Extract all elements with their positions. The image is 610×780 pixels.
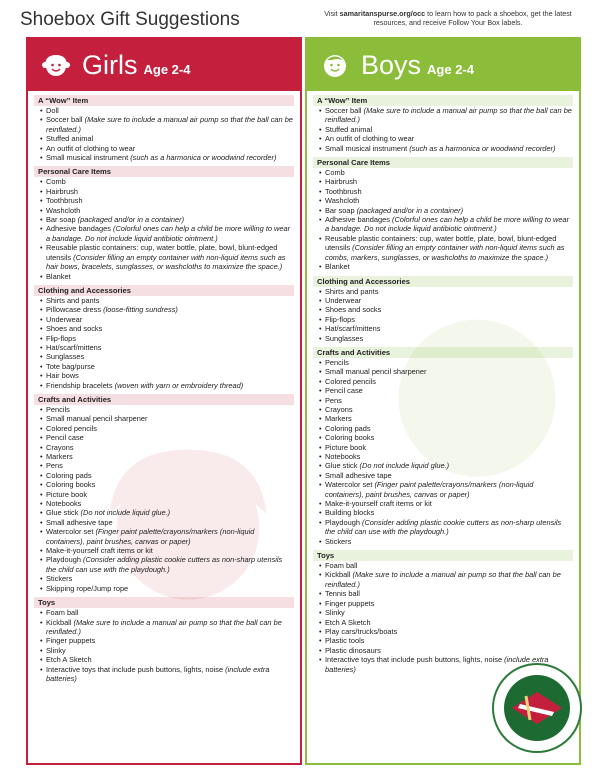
item-text: Shirts and pants (46, 295, 100, 305)
item-text: Pencil case (325, 386, 363, 396)
item-text: Etch A Sketch (325, 617, 371, 627)
item-text: Washcloth (325, 196, 360, 206)
boys-header (307, 39, 579, 91)
list-item (319, 627, 573, 636)
item-text: Glue stick (325, 461, 358, 471)
list-item (40, 480, 294, 489)
list-item (319, 561, 573, 570)
item-note: (woven with yarn or embroidery thread) (114, 380, 244, 390)
item-text: Small musical instrument (325, 143, 408, 153)
list-item (319, 296, 573, 305)
item-text: Foam ball (46, 608, 79, 618)
list-item (40, 665, 294, 684)
item-text: Washcloth (46, 205, 81, 215)
item-text: Crayons (325, 404, 353, 414)
item-text: Doll (46, 106, 59, 115)
item-text: Plastic dinosaurs (325, 645, 381, 655)
item-text: Tote bag/purse (46, 361, 95, 371)
item-text: Watercolor set (325, 480, 373, 490)
list-item (319, 433, 573, 442)
item-text: Interactive toys that include push buttons, lights, noise (46, 664, 224, 674)
list-item (319, 480, 573, 499)
list-item (40, 471, 294, 480)
item-text: Kickball (46, 617, 72, 627)
list-item (319, 461, 573, 470)
section-heading: A “Wow” Item (313, 95, 573, 106)
list-item (319, 334, 573, 343)
item-text: Shoes and socks (325, 305, 382, 315)
list-item (40, 655, 294, 664)
item-text: Comb (46, 177, 66, 187)
item-text: Bar soap (46, 215, 76, 225)
item-text: Pencil case (46, 433, 84, 443)
section-heading: Toys (313, 550, 573, 561)
item-note: (include extra batteries) (325, 655, 549, 674)
list-item (40, 546, 294, 555)
boy-face-icon (321, 51, 349, 79)
item-text: Coloring pads (46, 470, 92, 480)
list-item (319, 125, 573, 134)
list-item (319, 499, 573, 508)
section-heading: A “Wow” Item (34, 95, 294, 106)
list-item (40, 134, 294, 143)
item-text: Notebooks (46, 499, 82, 509)
list-item (319, 386, 573, 395)
item-text: Slinky (46, 645, 66, 655)
list-item (40, 527, 294, 546)
item-text: Hat/scarf/mittens (325, 324, 381, 334)
item-text: Finger puppets (325, 598, 375, 608)
list-item (319, 206, 573, 215)
list-item (319, 452, 573, 461)
item-text: Plastic tools (325, 636, 365, 646)
list-item (40, 371, 294, 380)
list-item (319, 589, 573, 598)
item-text: An outfit of clothing to wear (325, 134, 415, 144)
list-item (319, 646, 573, 655)
list-item (319, 618, 573, 627)
list-item (40, 315, 294, 324)
list-item (319, 443, 573, 452)
item-text: Comb (325, 168, 345, 178)
item-text: Crayons (46, 442, 74, 452)
item-note: (packaged and/or in a container) (77, 215, 185, 225)
list-item (40, 343, 294, 352)
item-text: Underwear (325, 295, 362, 305)
list-item (319, 168, 573, 177)
girl-face-icon (42, 51, 70, 79)
list-item (40, 452, 294, 461)
item-list (34, 405, 294, 593)
list-item (40, 618, 294, 637)
item-text: Etch A Sketch (46, 655, 92, 665)
list-item (319, 608, 573, 617)
item-note: (include extra batteries) (46, 664, 270, 683)
list-item (40, 115, 294, 134)
item-text: Picture book (46, 489, 88, 499)
boys-section (313, 95, 573, 153)
item-note: (Do not include liquid glue.) (80, 508, 171, 518)
item-text: Stuffed animal (46, 134, 94, 144)
list-item (319, 262, 573, 271)
girls-header (28, 39, 300, 91)
item-text: Small musical instrument (46, 153, 129, 163)
list-item (40, 153, 294, 162)
item-text: Stickers (325, 536, 352, 546)
item-text: Slinky (325, 608, 345, 618)
item-text: Markers (325, 414, 352, 424)
list-item (40, 187, 294, 196)
item-note: (Colorful ones can help a child be more willing to wear a bandage. Do not include liquid antibiotic ointment.) (325, 215, 570, 234)
item-text: Pencils (46, 404, 70, 414)
list-item (40, 518, 294, 527)
list-item (40, 206, 294, 215)
item-text: Pencils (325, 357, 349, 367)
item-text: Kickball (325, 570, 351, 580)
item-note: (such as a harmonica or woodwind recorder) (130, 153, 277, 163)
girls-age: Age 2-4 (143, 61, 191, 77)
item-note: (such as a harmonica or woodwind recorder) (409, 143, 556, 153)
item-note: (Make sure to include a manual air pump so that the ball can be reinflated.) (325, 570, 561, 589)
item-text: An outfit of clothing to wear (46, 143, 136, 153)
item-text: Flip-flops (325, 314, 355, 324)
list-item (40, 106, 294, 115)
item-list (34, 608, 294, 683)
item-note: (Make sure to include a manual air pump so that the ball can be reinflated.) (46, 115, 293, 134)
item-note: (packaged and/or in a container) (356, 205, 464, 215)
list-item (40, 243, 294, 271)
list-item (319, 424, 573, 433)
list-item (40, 305, 294, 314)
page-title: Shoebox Gift Suggestions (20, 9, 240, 30)
list-item (40, 324, 294, 333)
item-text: Tennis ball (325, 589, 360, 599)
item-note: (Consider filling an empty container with non-liquid items such as hair bows, bracelets, sunglasses, or washcloths to maximize the space.) (46, 252, 286, 272)
list-item (40, 272, 294, 281)
list-item (40, 508, 294, 517)
samaritans-purse-logo-icon (490, 660, 584, 756)
list-item (319, 358, 573, 367)
section-heading: Crafts and Activities (34, 394, 294, 405)
item-note: (Consider adding plastic cookie cutters as non-sharp utensils the child can use with the playdough.) (325, 517, 562, 537)
girls-title: Girls (82, 49, 138, 80)
list-item (319, 471, 573, 480)
item-text: Playdough (325, 517, 360, 527)
boys-section (313, 157, 573, 271)
list-item (319, 414, 573, 423)
list-item (40, 352, 294, 361)
item-text: Markers (46, 452, 73, 461)
item-note: (Colorful ones can help a child be more willing to wear a bandage. Do not include liquid antibiotic ointment.) (46, 224, 291, 243)
boys-age: Age 2-4 (427, 61, 474, 77)
list-item (319, 570, 573, 589)
item-text: Toothbrush (46, 196, 83, 206)
visit-pre: Visit (324, 9, 340, 18)
item-text: Colored pencils (325, 376, 376, 386)
list-item (319, 367, 573, 376)
list-item (40, 555, 294, 574)
visit-note (308, 9, 588, 27)
section-heading: Crafts and Activities (313, 347, 573, 358)
list-item (40, 215, 294, 224)
item-text: Colored pencils (46, 423, 97, 433)
item-text: Pens (46, 461, 63, 471)
list-item (319, 106, 573, 125)
item-text: Play cars/trucks/boats (325, 626, 398, 636)
item-text: Small manual pencil sharpener (325, 367, 427, 377)
list-item (40, 414, 294, 423)
list-item (319, 599, 573, 608)
item-list (34, 106, 294, 162)
item-list (34, 296, 294, 390)
list-item (40, 334, 294, 343)
list-item (319, 636, 573, 645)
item-text: Blanket (46, 271, 71, 281)
item-note: (Consider filling an empty container with non-liquid items such as combs, markers, sunglasses, or washcloths to maximize the space.) (325, 243, 565, 262)
section-heading: Clothing and Accessories (313, 276, 573, 287)
item-text: Stuffed animal (325, 124, 373, 134)
item-text: Toothbrush (325, 186, 362, 196)
list-item (319, 396, 573, 405)
item-text: Finger puppets (46, 636, 96, 646)
item-text: Hairbrush (325, 177, 358, 187)
list-item (319, 177, 573, 186)
list-item (40, 433, 294, 442)
list-item (319, 518, 573, 537)
boys-section (313, 276, 573, 343)
item-text: Interactive toys that include push buttons, lights, noise (325, 655, 503, 665)
girls-column (26, 37, 302, 765)
list-item (40, 196, 294, 205)
list-item (319, 215, 573, 234)
item-text: Make-it-yourself craft items or kit (325, 499, 432, 509)
item-text: Small adhesive tape (325, 470, 392, 480)
item-note: (Finger paint palette/crayons/markers (non-liquid containers), paint brushes, canvas or paper) (325, 480, 534, 499)
item-note: (Do not include liquid glue.) (359, 461, 450, 471)
item-text: Small adhesive tape (46, 517, 113, 527)
list-item (40, 608, 294, 617)
list-item (319, 305, 573, 314)
boys-section (313, 550, 573, 674)
list-item (40, 574, 294, 583)
list-item (319, 144, 573, 153)
item-note: (Consider adding plastic cookie cutters as non-sharp utensils the child can use with the playdough.) (46, 555, 283, 574)
item-note: (Make sure to include a manual air pump so that the ball can be reinflated.) (325, 106, 572, 125)
item-text: Underwear (46, 314, 83, 324)
item-text: Pillowcase dress (46, 305, 102, 315)
list-item (40, 177, 294, 186)
item-text: Playdough (46, 555, 81, 565)
girls-section (34, 394, 294, 593)
item-text: Hat/scarf/mittens (46, 342, 102, 352)
list-item (319, 234, 573, 262)
list-item (40, 584, 294, 593)
list-item (319, 377, 573, 386)
item-list (313, 106, 573, 153)
list-item (40, 443, 294, 452)
list-item (319, 405, 573, 414)
item-text: Coloring books (325, 433, 375, 443)
item-text: Reusable plastic containers: cup, water bottle, plate, bowl, blunt-edged utensils (325, 233, 557, 253)
item-text: Skipping rope/Jump rope (46, 583, 129, 593)
item-text: Soccer ball (325, 106, 362, 115)
item-text: Bar soap (325, 205, 355, 215)
list-item (319, 324, 573, 333)
item-text: Hairbrush (46, 186, 79, 196)
item-text: Friendship bracelets (46, 380, 113, 390)
list-item (40, 381, 294, 390)
boys-sections (307, 95, 579, 674)
item-text: Coloring books (46, 480, 96, 490)
list-item (319, 196, 573, 205)
list-item (40, 362, 294, 371)
item-text: Watercolor set (46, 527, 94, 537)
visit-post: to learn how to pack a shoebox, get the latest resources, and receive Follow Your Box labels. (373, 9, 572, 27)
item-list (313, 168, 573, 271)
item-note: (Make sure to include a manual air pump so that the ball can be reinflated.) (46, 617, 282, 636)
item-text: Glue stick (46, 508, 79, 518)
item-text: Blanket (325, 262, 350, 272)
list-item (40, 405, 294, 414)
item-text: Sunglasses (46, 352, 85, 362)
item-list (34, 177, 294, 280)
item-note: (loose-fitting sundress) (103, 305, 178, 315)
item-text: Stickers (46, 574, 73, 584)
list-item (40, 646, 294, 655)
list-item (319, 315, 573, 324)
item-text: Soccer ball (46, 115, 83, 125)
item-list (313, 561, 573, 674)
girls-section (34, 166, 294, 280)
girls-section (34, 597, 294, 683)
section-heading: Personal Care Items (34, 166, 294, 177)
list-item (40, 461, 294, 470)
girls-section (34, 95, 294, 162)
list-item (319, 287, 573, 296)
item-text: Pens (325, 395, 342, 405)
item-text: Sunglasses (325, 333, 364, 343)
list-item (40, 490, 294, 499)
list-item (319, 508, 573, 517)
boys-column (305, 37, 581, 765)
list-item (40, 224, 294, 243)
item-text: Small manual pencil sharpener (46, 414, 148, 424)
item-note: (Finger paint palette/crayons/markers (non-liquid containers), paint brushes, canvas or paper) (46, 527, 255, 546)
item-text: Hair bows (46, 371, 79, 381)
page-header (0, 0, 610, 36)
boys-title: Boys (361, 49, 422, 80)
girls-list-area (28, 91, 300, 763)
item-text: Building blocks (325, 508, 375, 518)
list-item (40, 499, 294, 508)
list-item (319, 187, 573, 196)
item-text: Reusable plastic containers: cup, water bottle, plate, bowl, blunt-edged utensils (46, 243, 278, 262)
list-item (40, 424, 294, 433)
item-list (313, 358, 573, 546)
list-item (319, 537, 573, 546)
item-text: Make-it-yourself craft items or kit (46, 546, 153, 556)
section-heading: Personal Care Items (313, 157, 573, 168)
section-heading: Toys (34, 597, 294, 608)
girls-section (34, 285, 294, 390)
item-text: Foam ball (325, 561, 358, 571)
boys-section (313, 347, 573, 546)
list-item (40, 144, 294, 153)
list-item (40, 296, 294, 305)
item-text: Notebooks (325, 452, 361, 461)
item-text: Picture book (325, 442, 367, 452)
item-text: Shoes and socks (46, 324, 103, 334)
visit-link[interactable]: samaritanspurse.org/occ (339, 9, 426, 18)
section-heading: Clothing and Accessories (34, 285, 294, 296)
item-text: Coloring pads (325, 423, 371, 433)
list-item (40, 636, 294, 645)
list-item (319, 134, 573, 143)
item-text: Flip-flops (46, 333, 76, 343)
item-text: Adhesive bandages (325, 215, 390, 225)
item-list (313, 287, 573, 343)
item-text: Shirts and pants (325, 286, 379, 296)
item-text: Adhesive bandages (46, 224, 111, 234)
